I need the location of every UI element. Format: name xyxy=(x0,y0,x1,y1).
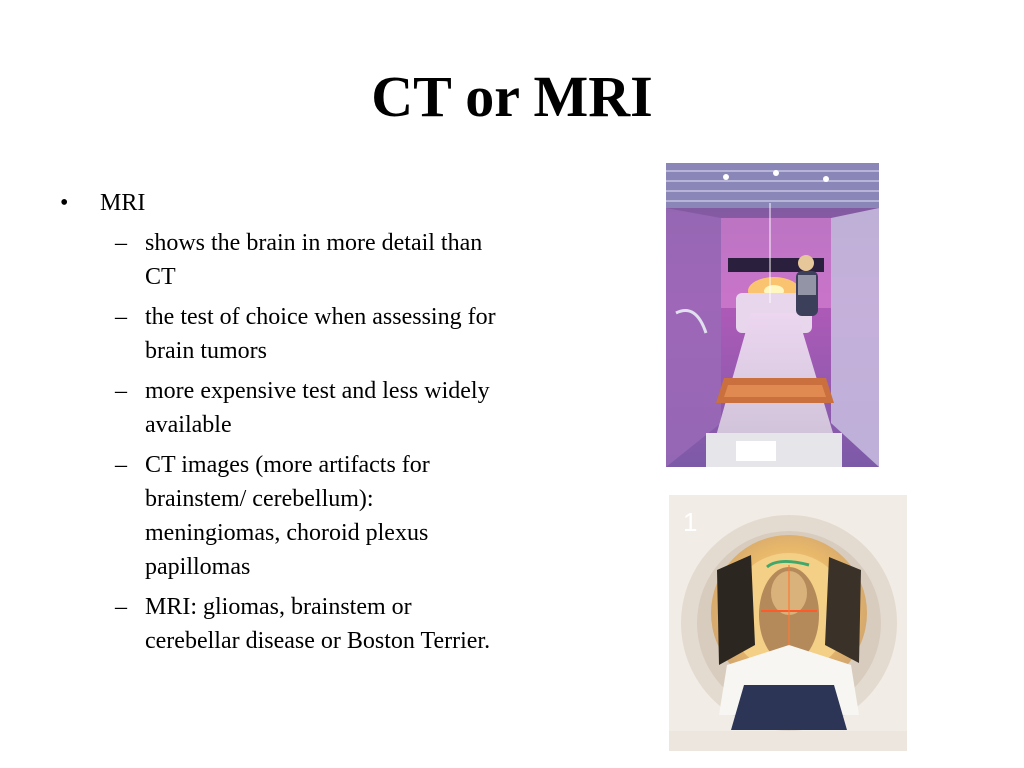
dash-marker: – xyxy=(115,594,127,620)
dog-scan-photo xyxy=(669,495,907,751)
bullet-text: MRI xyxy=(100,190,146,216)
sub-bullet-item xyxy=(60,374,510,442)
dog-scan-illustration xyxy=(669,495,907,751)
sub-bullet-item xyxy=(60,590,510,658)
bullet-list xyxy=(60,186,510,664)
mri-room-photo xyxy=(666,163,879,467)
dash-marker: – xyxy=(115,378,127,404)
sub-bullet-item xyxy=(60,226,510,294)
dash-marker: – xyxy=(115,230,127,256)
sub-bullet-text: CT images (more artifacts for brainstem/ cerebellum): meningiomas, choroid plexus papillomas xyxy=(145,452,430,580)
sub-bullet-text: MRI: gliomas, brainstem or cerebellar disease or Boston Terrier. xyxy=(145,594,491,654)
photo-label: 1 xyxy=(683,507,698,537)
sub-bullet-text: shows the brain in more detail than CT xyxy=(145,230,483,290)
sub-bullet-text: more expensive test and less widely available xyxy=(145,378,490,438)
bullet-item-mri xyxy=(60,186,510,220)
slide-title: CT or MRI xyxy=(371,64,653,129)
sub-bullet-item xyxy=(60,300,510,368)
mri-room-illustration xyxy=(666,163,879,467)
dash-marker: – xyxy=(115,304,127,330)
sub-bullet-list xyxy=(60,226,510,658)
sub-bullet-item xyxy=(60,448,510,584)
bullet-marker: • xyxy=(60,190,69,216)
dash-marker: – xyxy=(115,452,127,478)
sub-bullet-text: the test of choice when assessing for brain tumors xyxy=(145,304,496,364)
